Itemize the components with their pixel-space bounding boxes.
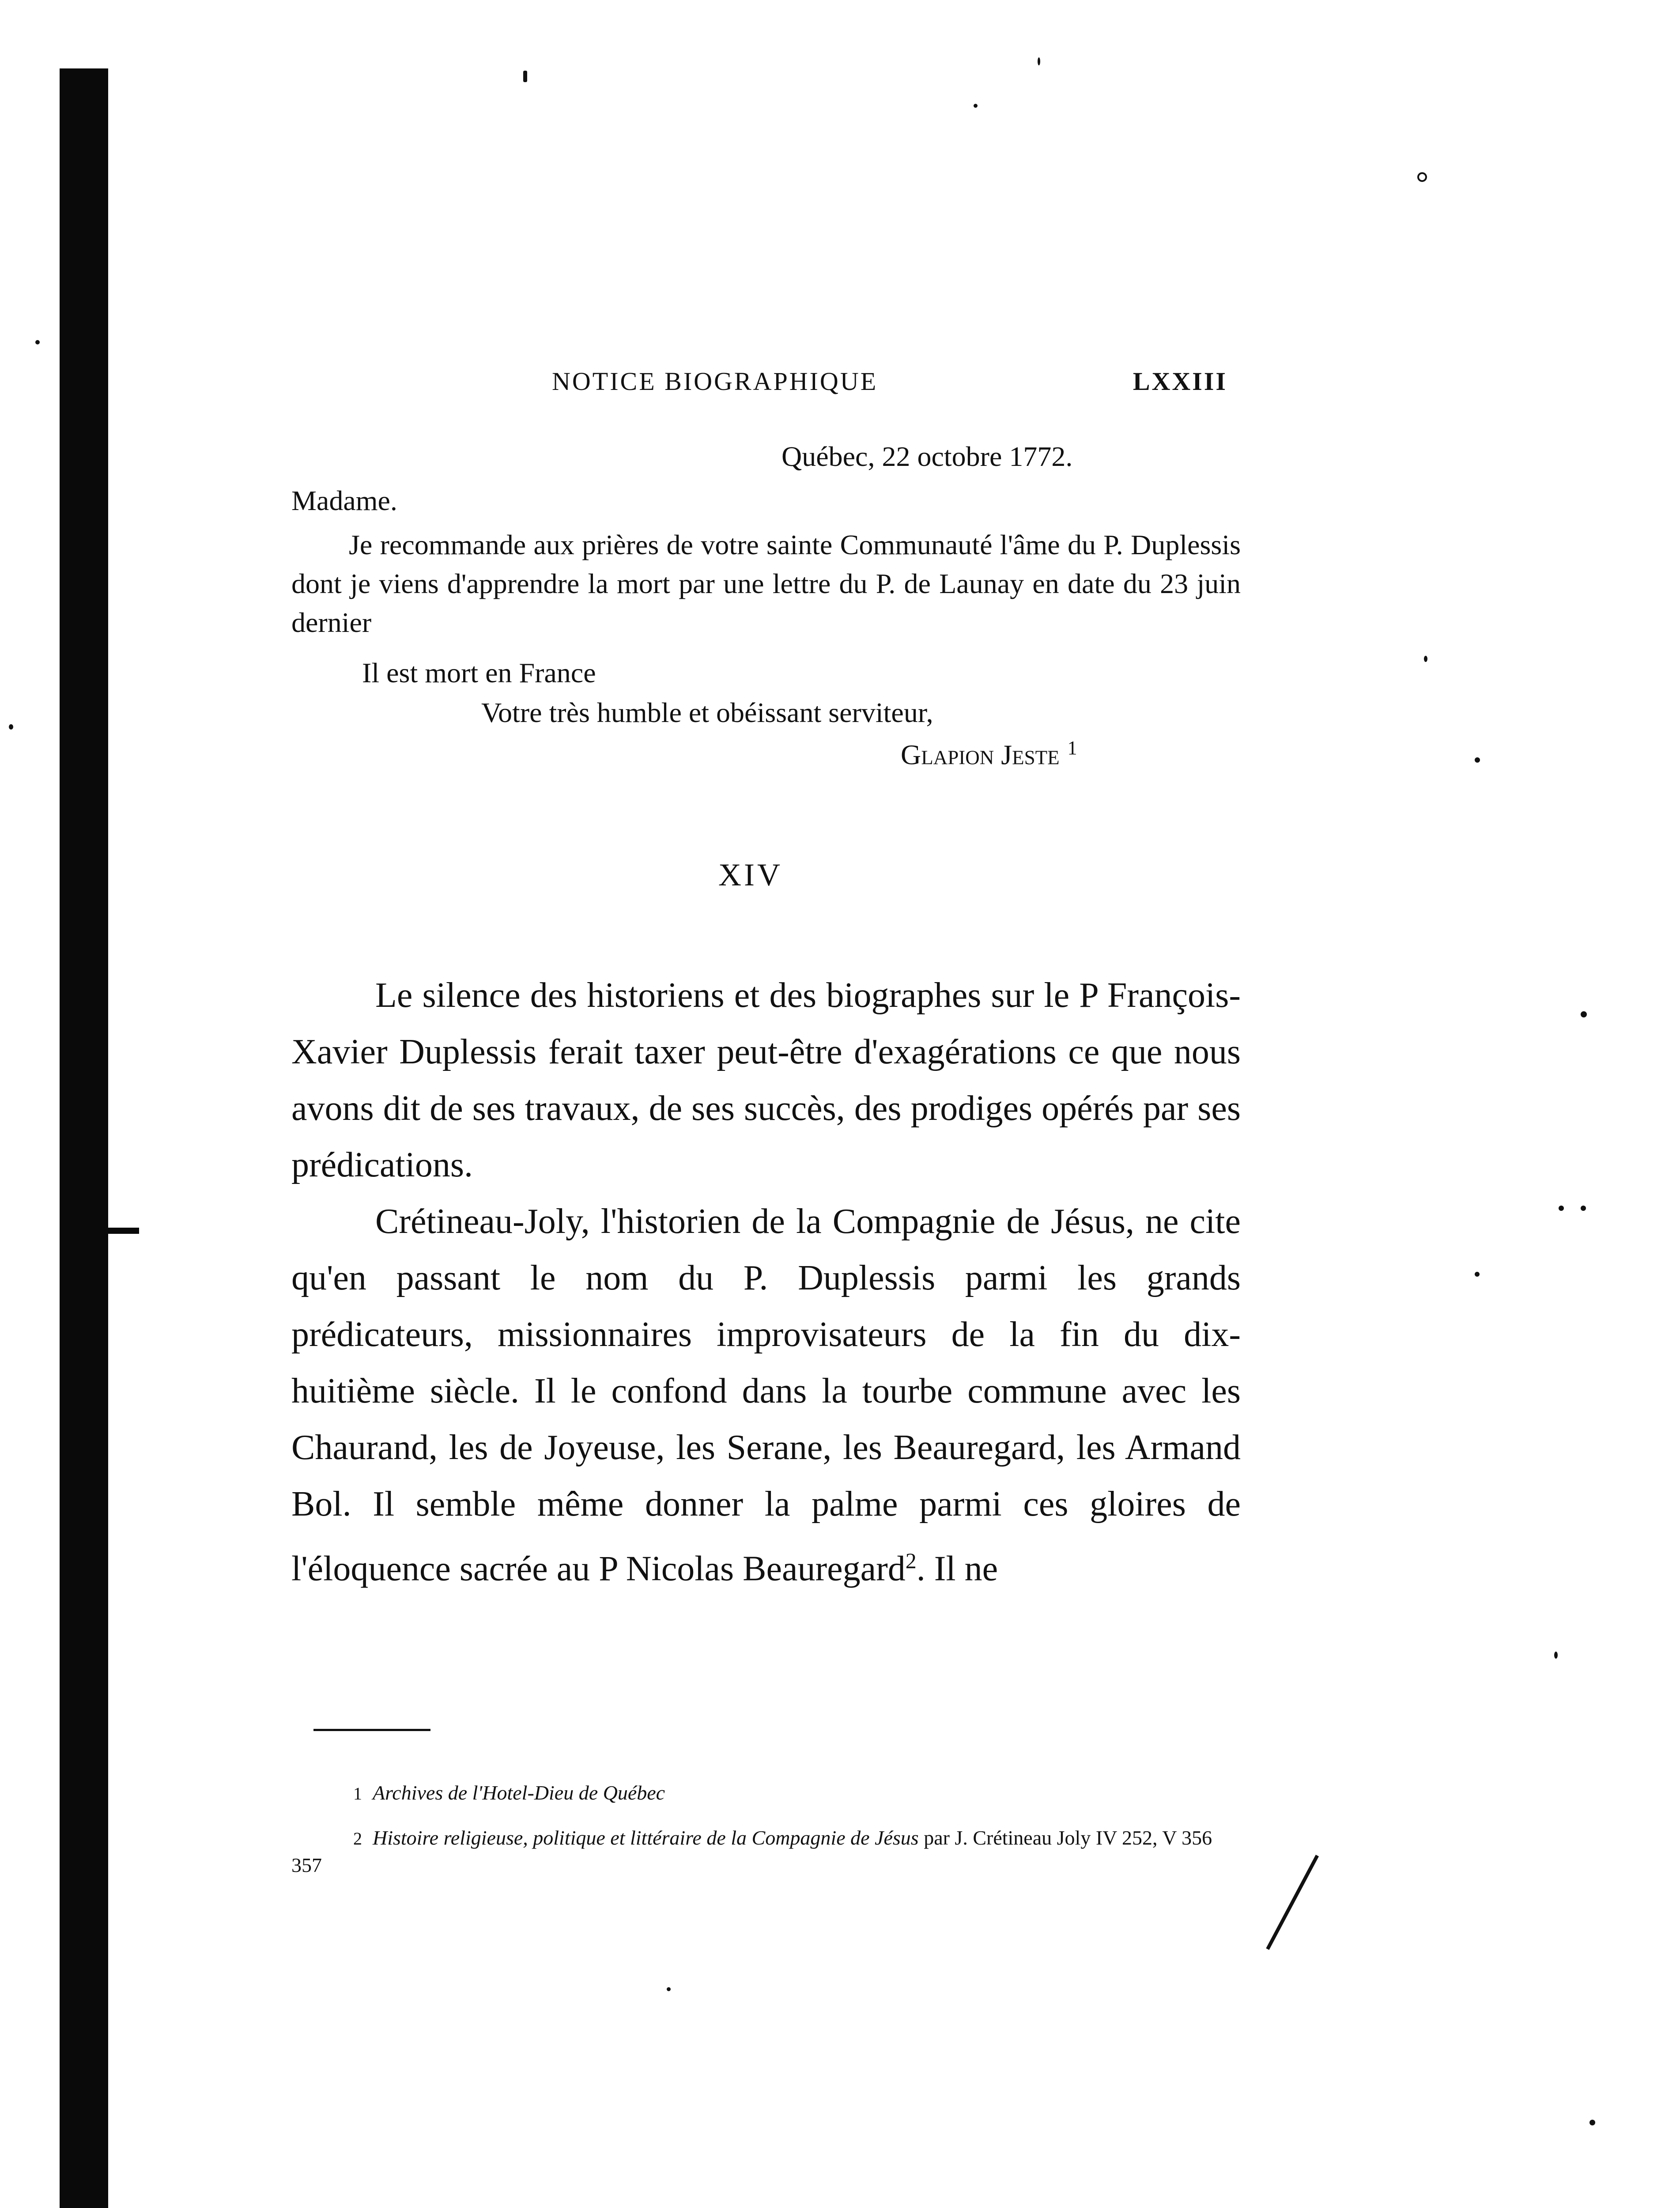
scan-speck bbox=[1475, 757, 1480, 763]
scan-speck bbox=[1554, 1652, 1558, 1659]
scan-speck bbox=[1475, 1272, 1480, 1277]
main-text bbox=[291, 967, 1241, 1597]
footnote-number: 2 bbox=[353, 1829, 362, 1849]
paragraph-text-end: . Il ne bbox=[916, 1549, 998, 1588]
footnote-marker: 2 bbox=[905, 1548, 917, 1573]
footnote bbox=[291, 1780, 1241, 1807]
letter-signature bbox=[901, 729, 1077, 774]
paragraph-text: Crétineau-Joly, l'historien de la Compagnie de Jésus, ne cite qu'en passant le nom du P. Duplessis parmi les grands prédicateurs, missionnaires improvisateurs de la fin du dix-huitième siècle. Il le confond dans la tourbe commune avec les Chaurand, les de Joyeuse, les Serane, les Beauregard, les Armand Bol. Il semble même donner la palme parmi ces gloires de l'éloquence sacrée au P Nicolas Beauregard bbox=[291, 1202, 1241, 1588]
paragraph: Le silence des historiens et des biographes sur le P François-Xavier Duplessis ferait taxer peut-être d'exagérations ce que nous avons dit de ses travaux, de ses succès, des prodiges opérés par ses prédications. bbox=[291, 976, 1241, 1184]
scan-speck bbox=[1559, 1206, 1564, 1211]
footnote-text: Histoire religieuse, politique et littéraire de la Compagnie de Jésus bbox=[373, 1826, 919, 1849]
letter-dateline: Québec, 22 octobre 1772. bbox=[781, 441, 1073, 472]
footnote-marker: 1 bbox=[1067, 737, 1077, 759]
letter-postscript: Il est mort en France bbox=[362, 657, 596, 688]
scan-speck bbox=[1417, 172, 1427, 182]
footnote-number: 1 bbox=[353, 1784, 362, 1803]
section-heading: XIV bbox=[718, 857, 783, 892]
scan-speck bbox=[1038, 57, 1040, 65]
footnotes bbox=[291, 1780, 1241, 1896]
pen-mark bbox=[1266, 1855, 1319, 1950]
scan-speck bbox=[1581, 1011, 1587, 1017]
paragraph bbox=[291, 1193, 1241, 1597]
running-title: NOTICE BIOGRAPHIQUE bbox=[552, 367, 878, 396]
binding-notch bbox=[108, 1228, 139, 1234]
scan-speck bbox=[35, 340, 40, 344]
letter-salutation: Madame. bbox=[291, 485, 397, 516]
scan-speck bbox=[1581, 1206, 1586, 1211]
footnote-tail: par J. Crétineau Joly IV 252, V 356 357 bbox=[291, 1826, 1212, 1876]
footnote bbox=[291, 1825, 1241, 1879]
binding-strip bbox=[60, 68, 108, 2208]
running-header bbox=[552, 367, 1236, 402]
scan-speck bbox=[1589, 2120, 1595, 2125]
scan-speck bbox=[9, 724, 13, 730]
letter-closing: Votre très humble et obéissant serviteur, bbox=[481, 697, 933, 728]
scan-speck bbox=[667, 1987, 671, 1991]
scan-speck bbox=[1424, 656, 1427, 662]
signature-name: Glapion Jeste bbox=[901, 739, 1060, 771]
scan-speck bbox=[523, 71, 527, 82]
letter-body: Je recommande aux prières de votre sainte Communauté l'âme du P. Duplessis dont je viens d'apprendre la mort par une lettre du P. de Launay en date du 23 juin dernier bbox=[291, 529, 1241, 638]
footnote-text: Archives de l'Hotel-Dieu de Québec bbox=[373, 1781, 665, 1804]
page-number: LXXIII bbox=[1133, 367, 1227, 396]
footnote-separator bbox=[313, 1729, 430, 1731]
scan-speck bbox=[974, 104, 978, 108]
